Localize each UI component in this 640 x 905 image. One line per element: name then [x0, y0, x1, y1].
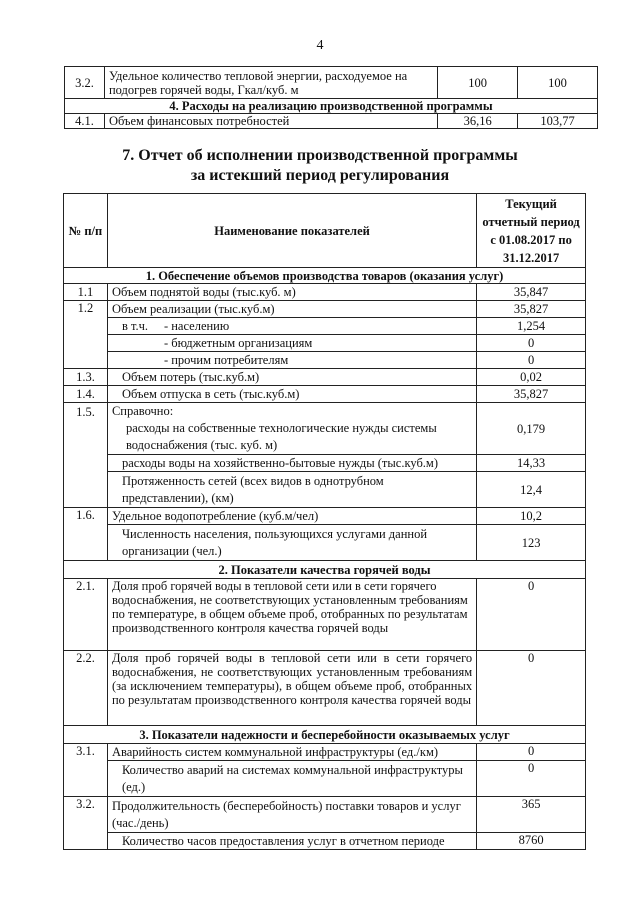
indicator-name: Доля проб горячей воды в тепловой сети или в сети горячего водоснабжения, не соответствующих установленным требованиям (за исключением температуры), в общем объеме проб, отобранных по результатам производственного контроля качества горячей воды: [107, 651, 476, 726]
table-row: [64, 455, 586, 472]
report-heading: [0, 146, 640, 186]
row-number: 1.4.: [64, 386, 108, 403]
section-title: 2. Показатели качества горячей воды: [64, 561, 586, 579]
header-num: № п/п: [64, 194, 108, 268]
indicator-name: Количество часов предоставления услуг в отчетном периоде: [107, 833, 476, 850]
section-title: 3. Показатели надежности и бесперебойности оказываемых услуг: [64, 726, 586, 744]
table-row: [64, 833, 586, 850]
value-cell: 36,16: [438, 114, 518, 129]
table-row: [64, 472, 586, 508]
section-row: [65, 99, 598, 114]
value-cell: 10,2: [477, 508, 586, 525]
table-row: [64, 403, 586, 455]
row-number: 1.6.: [64, 508, 108, 561]
value-cell: 0: [477, 761, 586, 797]
indicator-name: Объем потерь (тыс.куб.м): [107, 369, 476, 386]
value-cell: 100: [518, 67, 598, 99]
section-title: 1. Обеспечение объемов производства товаров (оказания услуг): [64, 268, 586, 284]
value-cell: 35,827: [477, 301, 586, 318]
row-number: 1.5.: [64, 403, 108, 508]
table-row: [64, 386, 586, 403]
value-cell: 14,33: [477, 455, 586, 472]
row-number: 4.1.: [65, 114, 105, 129]
header-name: Наименование показателей: [107, 194, 476, 268]
indicator-name: Удельное количество тепловой энергии, расходуемое на подогрев горячей воды, Гкал/куб. м: [104, 67, 437, 99]
value-cell: 103,77: [518, 114, 598, 129]
value-cell: 0: [477, 651, 586, 726]
value-cell: 100: [438, 67, 518, 99]
indicator-name: Объем поднятой воды (тыс.куб. м): [107, 284, 476, 301]
value-cell: 12,4: [477, 472, 586, 508]
table-row: [64, 352, 586, 369]
reference-title: Справочно:: [111, 404, 174, 418]
row-number: 1.3.: [64, 369, 108, 386]
indicator-detail: расходы на собственные технологические нужды системы водоснабжения (тыс. куб. м): [125, 421, 437, 452]
table-row: [64, 761, 586, 797]
indicator-name: Количество аварий на системах коммунальной инфраструктуры (ед.): [107, 761, 476, 797]
table-row: [64, 525, 586, 561]
value-cell: 365: [477, 797, 586, 833]
value-cell: 0: [477, 579, 586, 651]
subitem-label: - населению: [163, 319, 230, 333]
row-number: 1.1: [64, 284, 108, 301]
value-cell: 0,179: [477, 403, 586, 455]
row-number: 3.2.: [64, 797, 108, 850]
row-number: 3.1.: [64, 744, 108, 797]
indicator-name: - бюджетным организациям: [107, 335, 476, 352]
value-cell: 35,847: [477, 284, 586, 301]
table-row: [64, 369, 586, 386]
indicator-name: [107, 318, 476, 335]
indicator-name: [107, 403, 476, 455]
indicator-name: Аварийность систем коммунальной инфраструктуры (ед./км): [107, 744, 476, 761]
table-row: [65, 67, 598, 99]
value-cell: 35,827: [477, 386, 586, 403]
section-title: 4. Расходы на реализацию производственной программы: [65, 99, 598, 114]
value-cell: 0,02: [477, 369, 586, 386]
table-row: [64, 579, 586, 651]
header-row: [64, 194, 586, 268]
row-number: 2.1.: [64, 579, 108, 651]
indicator-name: Численность населения, пользующихся услугами данной организации (чел.): [107, 525, 476, 561]
section-row: [64, 561, 586, 579]
section-row: [64, 726, 586, 744]
indicator-name: Удельное водопотребление (куб.м/чел): [107, 508, 476, 525]
indicator-name: Объем реализации (тыс.куб.м): [107, 301, 476, 318]
table-row: [65, 114, 598, 129]
table-row: [64, 284, 586, 301]
page-number: 4: [316, 38, 324, 53]
indicator-name: Доля проб горячей воды в тепловой сети или в сети горячего водоснабжения, не соответствующих установленным требованиям по температуре, в общем объеме проб, отобранных по результатам производственного контроля качества горячей воды: [107, 579, 476, 651]
indicator-name: Объем отпуска в сеть (тыс.куб.м): [107, 386, 476, 403]
row-number: 1.2: [64, 301, 108, 369]
table-row: [64, 301, 586, 318]
report-table: [63, 193, 586, 850]
heading-line-1: 7. Отчет об исполнении производственной программы: [122, 147, 518, 164]
table-row: [64, 335, 586, 352]
top-table: [64, 66, 598, 129]
indicator-name: Продолжительность (бесперебойность) поставки товаров и услуг (час./день): [107, 797, 476, 833]
indicator-name: расходы воды на хозяйственно-бытовые нужды (тыс.куб.м): [107, 455, 476, 472]
row-number: 2.2.: [64, 651, 108, 726]
table-row: [64, 744, 586, 761]
header-period: Текущий отчетный период с 01.08.2017 по 31.12.2017: [477, 194, 586, 268]
value-cell: 1,254: [477, 318, 586, 335]
indicator-name: Протяженность сетей (всех видов в однотрубном представлении), (км): [107, 472, 476, 508]
value-cell: 0: [477, 352, 586, 369]
value-cell: 0: [477, 744, 586, 761]
row-number: 3.2.: [65, 67, 105, 99]
section-row: [64, 268, 586, 284]
table-row: [64, 318, 586, 335]
value-cell: 123: [477, 525, 586, 561]
table-row: [64, 797, 586, 833]
value-cell: 8760: [477, 833, 586, 850]
value-cell: 0: [477, 335, 586, 352]
indicator-name: Объем финансовых потребностей: [104, 114, 437, 129]
table-row: [64, 651, 586, 726]
indicator-name: - прочим потребителям: [107, 352, 476, 369]
prefix-label: в т.ч.: [121, 319, 149, 333]
heading-line-2: за истекший период регулирования: [190, 167, 450, 184]
table-row: [64, 508, 586, 525]
